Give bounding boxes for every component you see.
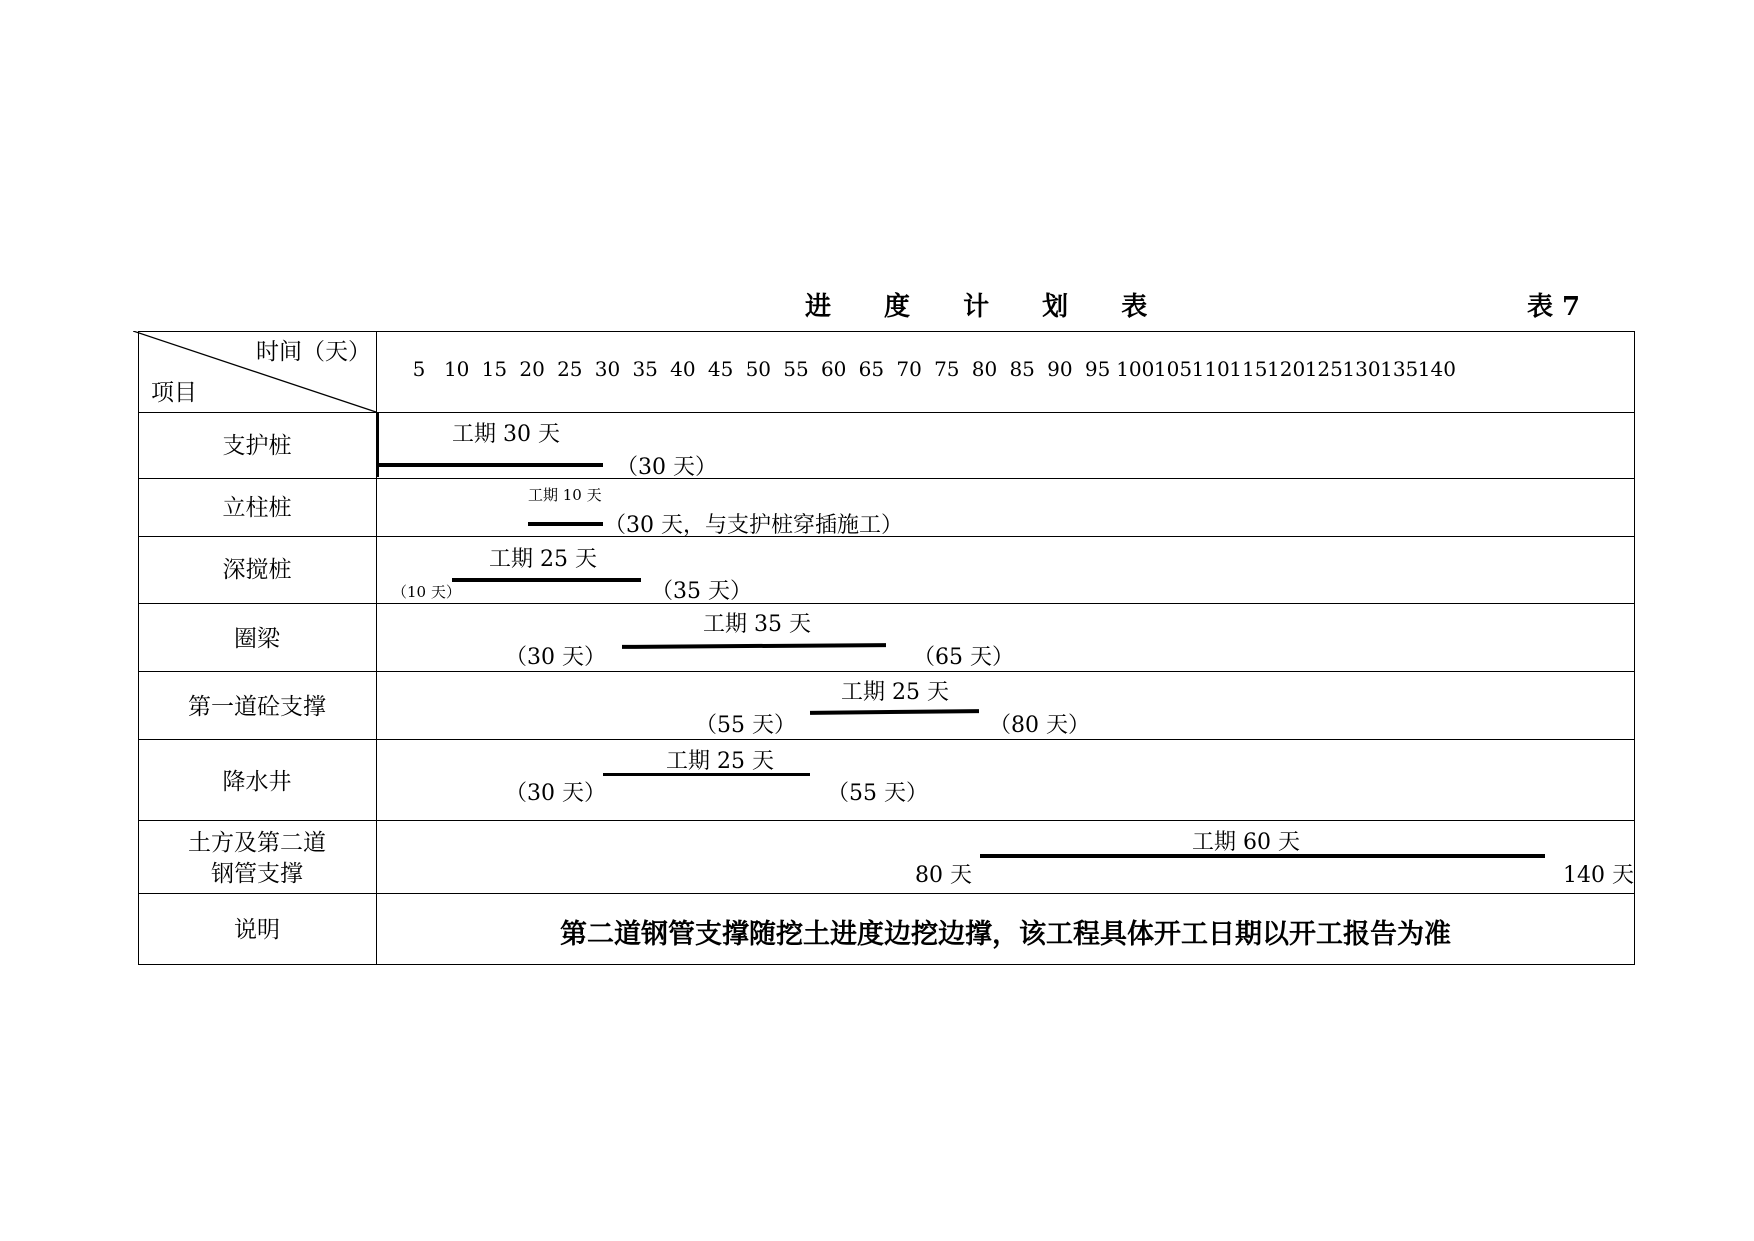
time-tick: 135 <box>1380 357 1419 381</box>
row-divider <box>138 603 1635 604</box>
duration-label: 工期 35 天 <box>703 612 811 637</box>
row-divider <box>138 820 1635 821</box>
time-tick: 105 <box>1153 357 1193 381</box>
table-number: 表 7 <box>1527 292 1581 322</box>
time-tick: 125 <box>1304 357 1343 381</box>
time-tick: 30 <box>594 357 621 381</box>
row-label-mixing-pile: 深搅桩 <box>222 557 292 583</box>
end-label: （55 天） <box>827 781 928 806</box>
time-tick: 65 <box>858 357 885 381</box>
note-text: 第二道钢管支撑随挖土进度边挖边撑，该工程具体开工日期以开工报告为准 <box>560 919 1451 950</box>
header-item-label: 项目 <box>151 380 197 406</box>
time-tick: 5 <box>412 357 426 381</box>
time-tick: 75 <box>934 357 960 381</box>
end-label: （30 天，与支护桩穿插施工） <box>604 513 903 538</box>
time-tick: 120 <box>1267 357 1306 381</box>
time-tick: 25 <box>557 357 583 381</box>
row-divider <box>138 478 1635 479</box>
time-tick: 130 <box>1342 357 1381 381</box>
row-label-ring-beam: 圈梁 <box>234 626 280 652</box>
end-label: 140 天 <box>1563 863 1634 888</box>
row-divider <box>138 671 1635 672</box>
header-time-label: 时间（天） <box>256 339 371 365</box>
duration-label: 工期 30 天 <box>452 422 560 447</box>
time-tick: 60 <box>820 357 847 381</box>
row-divider <box>138 739 1635 740</box>
time-tick: 100 <box>1116 357 1155 381</box>
start-label: （30 天） <box>505 781 606 806</box>
row-label-dewatering-well: 降水井 <box>222 769 292 795</box>
time-tick: 70 <box>896 357 922 381</box>
time-tick: 15 <box>481 357 508 381</box>
time-tick: 90 <box>1047 357 1073 381</box>
end-label: （35 天） <box>651 579 752 604</box>
row-label-earthwork-line2: 钢管支撑 <box>211 861 303 887</box>
time-tick: 110 <box>1191 357 1230 381</box>
start-label: 80 天 <box>915 863 972 888</box>
time-tick: 50 <box>745 357 772 381</box>
note-label: 说明 <box>234 917 280 943</box>
start-label: （55 天） <box>695 713 796 738</box>
duration-label: 工期 60 天 <box>1192 830 1300 855</box>
end-label: （65 天） <box>913 645 1014 670</box>
gantt-bar-support-pile <box>377 463 603 467</box>
time-tick: 20 <box>519 357 545 381</box>
time-tick: 40 <box>670 357 696 381</box>
duration-label: 工期 25 天 <box>841 680 949 705</box>
time-tick: 35 <box>632 357 658 381</box>
end-label: （30 天） <box>616 455 717 480</box>
row-divider <box>138 893 1635 894</box>
start-label: （30 天） <box>505 645 606 670</box>
row-label-column-pile: 立柱桩 <box>222 495 292 521</box>
time-tick: 10 <box>443 357 470 381</box>
duration-label: 工期 25 天 <box>489 547 597 572</box>
gantt-bar-column-pile <box>528 522 603 526</box>
start-label: （10 天） <box>392 583 461 601</box>
bar-start-marker <box>376 413 379 477</box>
page-title: 进 度 计 划 表 <box>805 292 1170 322</box>
end-label: （80 天） <box>989 713 1090 738</box>
row-label-support-pile: 支护桩 <box>222 433 292 459</box>
time-tick: 115 <box>1229 357 1268 381</box>
time-tick: 45 <box>707 357 734 381</box>
time-tick: 80 <box>971 357 998 381</box>
row-label-first-concrete-support: 第一道砼支撑 <box>188 694 326 720</box>
row-label-earthwork-line1: 土方及第二道 <box>188 830 326 856</box>
gantt-bar-mixing-pile <box>452 578 641 582</box>
duration-label: 工期 10 天 <box>528 486 602 504</box>
time-tick: 140 <box>1417 357 1456 381</box>
time-tick: 55 <box>783 357 809 381</box>
time-tick: 85 <box>1009 357 1035 381</box>
duration-label: 工期 25 天 <box>666 749 774 774</box>
time-tick: 95 <box>1084 357 1111 381</box>
